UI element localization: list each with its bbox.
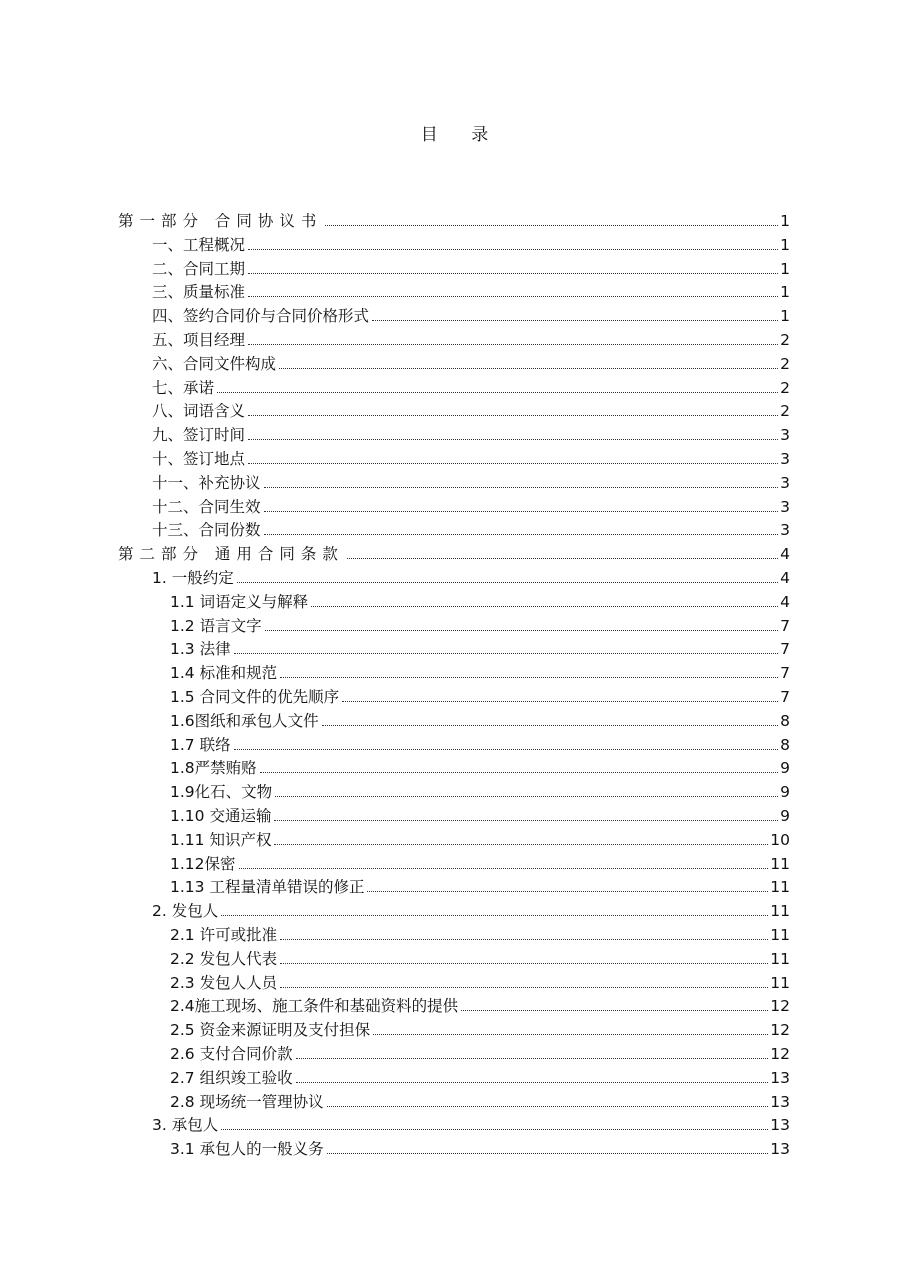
- toc-entry[interactable]: [170, 588, 790, 612]
- toc-entry-label: 2. 发包人: [152, 902, 219, 921]
- dot-leader: [367, 890, 768, 892]
- toc-entry[interactable]: [170, 802, 790, 826]
- dot-leader: [248, 438, 778, 440]
- toc-entry-page-number: 10: [770, 830, 790, 849]
- toc-entry-label: 十三、合同份数: [152, 521, 261, 540]
- dot-leader: [221, 1128, 768, 1130]
- dot-leader: [296, 1057, 769, 1059]
- toc-entry[interactable]: [170, 659, 790, 683]
- toc-entry-page-number: 2: [780, 378, 790, 397]
- toc-entry-page-number: 11: [770, 949, 790, 968]
- dot-leader: [327, 1152, 769, 1154]
- toc-entry-page-number: 3: [780, 450, 790, 468]
- toc-entry[interactable]: [170, 873, 790, 897]
- toc-entry[interactable]: [152, 421, 790, 445]
- toc-entry[interactable]: [152, 326, 790, 350]
- dot-leader: [342, 700, 778, 702]
- toc-entry[interactable]: [152, 897, 790, 921]
- toc-entry-label: 五、项目经理: [152, 331, 246, 349]
- dot-leader: [234, 748, 779, 750]
- toc-entry-page-number: 1: [780, 283, 790, 302]
- toc-entry-page-number: 3: [780, 426, 790, 445]
- toc-entry-page-number: 9: [780, 783, 790, 802]
- toc-entry-page-number: 7: [780, 616, 790, 635]
- toc-entry-page-number: 1: [780, 235, 790, 254]
- toc-entry-page-number: 13: [770, 1092, 790, 1111]
- dot-leader: [373, 1033, 768, 1035]
- toc-entry-page-number: 4: [780, 592, 790, 611]
- toc-entry-page-number: 13: [770, 1068, 790, 1087]
- toc-entry-label: 六、合同文件构成: [152, 354, 277, 373]
- toc-entry[interactable]: [170, 754, 790, 778]
- dot-leader: [264, 533, 779, 535]
- toc-entry[interactable]: [152, 493, 790, 517]
- toc-entry-label: 3. 承包人: [152, 1116, 219, 1135]
- toc-entry[interactable]: [170, 1064, 790, 1088]
- toc-entry[interactable]: [170, 850, 790, 874]
- toc-entry-page-number: 2: [780, 331, 790, 349]
- toc-entry[interactable]: [152, 374, 790, 398]
- dot-leader: [265, 629, 779, 631]
- toc-entry-page-number: 1: [780, 307, 790, 326]
- toc-entry-page-number: 11: [770, 973, 790, 992]
- toc-entry-label: 2.2 发包人代表: [170, 949, 278, 968]
- toc-entry[interactable]: [152, 445, 790, 469]
- toc-entry[interactable]: [170, 969, 790, 993]
- toc-entry-page-number: 8: [780, 711, 790, 730]
- toc-entry-label: 十二、合同生效: [152, 497, 261, 516]
- toc-entry[interactable]: [170, 707, 790, 731]
- toc-entry-page-number: 13: [770, 1116, 790, 1135]
- dot-leader: [248, 295, 778, 297]
- toc-title: 目 录: [420, 125, 503, 145]
- toc-entry-page-number: 3: [780, 497, 790, 516]
- dot-leader: [248, 462, 778, 464]
- toc-entry[interactable]: [152, 255, 790, 279]
- toc-entry-label: 1.4 标准和规范: [170, 664, 278, 683]
- dot-leader: [248, 414, 778, 416]
- toc-entry[interactable]: [170, 635, 790, 659]
- toc-entry[interactable]: [152, 564, 790, 588]
- toc-entry-label: 1.12保密: [170, 854, 236, 873]
- dot-leader: [279, 367, 778, 369]
- toc-entry-label: 四、签约合同价与合同价格形式: [152, 307, 370, 326]
- toc-entry-page-number: 9: [780, 759, 790, 778]
- toc-entry-label: 2.7 组织竣工验收: [170, 1068, 293, 1087]
- toc-entry-label: 1.13 工程量清单错误的修正: [170, 878, 365, 897]
- toc-entry-page-number: 7: [780, 664, 790, 683]
- dot-leader: [280, 938, 768, 940]
- toc-entry-label: 2.1 许可或批准: [170, 926, 278, 944]
- toc-entry-page-number: 1: [780, 259, 790, 278]
- toc-entry-page-number: 12: [770, 1045, 790, 1063]
- toc-entry[interactable]: [170, 826, 790, 850]
- dot-leader: [322, 724, 778, 726]
- toc-entry[interactable]: [152, 1111, 790, 1135]
- toc-entry-label: 十一、补充协议: [152, 473, 261, 492]
- toc-entry-label: 1.5 合同文件的优先顺序: [170, 688, 340, 706]
- toc-entry[interactable]: [152, 231, 790, 255]
- toc-entry[interactable]: [170, 683, 790, 707]
- dot-leader: [461, 1009, 768, 1011]
- toc-entry-label: 九、签订时间: [152, 426, 246, 445]
- dot-leader: [221, 914, 768, 916]
- toc-entry-label: 1.3 法律: [170, 640, 231, 659]
- toc-entry-page-number: 4: [780, 545, 790, 564]
- toc-entry-label: 第一部分 合同协议书: [118, 212, 323, 230]
- toc-entry-label: 3.1 承包人的一般义务: [170, 1140, 324, 1159]
- toc-entry-page-number: 3: [780, 473, 790, 492]
- toc-entry[interactable]: [170, 945, 790, 969]
- toc-entry-label: 1.11 知识产权: [170, 830, 272, 849]
- toc-entry-page-number: 4: [780, 569, 790, 587]
- toc-entry-label: 1. 一般约定: [152, 569, 234, 587]
- toc-entry[interactable]: [118, 207, 790, 231]
- toc-entry-page-number: 8: [780, 735, 790, 754]
- dot-leader: [248, 248, 778, 250]
- dot-leader: [311, 605, 778, 607]
- dot-leader: [237, 581, 778, 583]
- dot-leader: [372, 319, 778, 321]
- toc-entry[interactable]: [152, 516, 790, 540]
- toc-entry-page-number: 7: [780, 688, 790, 706]
- toc-entry-label: 三、质量标准: [152, 283, 246, 302]
- dot-leader: [248, 272, 778, 274]
- dot-leader: [274, 843, 768, 845]
- dot-leader: [264, 510, 779, 512]
- toc-entry-label: 1.7 联络: [170, 735, 231, 754]
- toc-entry-page-number: 11: [770, 878, 790, 897]
- toc-entry[interactable]: [152, 397, 790, 421]
- toc-entry-label: 一、工程概况: [152, 235, 246, 254]
- toc-entry[interactable]: [152, 302, 790, 326]
- toc-entry-page-number: 2: [780, 402, 790, 421]
- toc-entry-label: 2.4施工现场、施工条件和基础资料的提供: [170, 997, 459, 1016]
- toc-entry-label: 1.1 词语定义与解释: [170, 592, 309, 611]
- toc-entry-label: 1.2 语言文字: [170, 616, 262, 635]
- toc-entry[interactable]: [170, 992, 790, 1016]
- toc-entry[interactable]: [170, 612, 790, 636]
- dot-leader: [280, 986, 768, 988]
- toc-entry-label: 十、签订地点: [152, 450, 246, 468]
- toc-entry-label: 2.6 支付合同价款: [170, 1045, 293, 1063]
- toc-entry[interactable]: [170, 1040, 790, 1064]
- toc-entry[interactable]: [118, 540, 790, 564]
- toc-entry[interactable]: [170, 1135, 790, 1159]
- dot-leader: [264, 486, 779, 488]
- toc-entry[interactable]: [170, 1088, 790, 1112]
- dot-leader: [260, 771, 778, 773]
- dot-leader: [274, 819, 778, 821]
- toc-entry[interactable]: [152, 278, 790, 302]
- dot-leader: [217, 391, 778, 393]
- toc-entry-page-number: 12: [770, 997, 790, 1016]
- toc-entry-label: 1.9化石、文物: [170, 783, 273, 802]
- toc-entry-label: 1.10 交通运输: [170, 807, 272, 825]
- dot-leader: [239, 867, 769, 869]
- toc-entry-label: 二、合同工期: [152, 259, 246, 278]
- toc-entry-label: 2.3 发包人人员: [170, 973, 278, 992]
- dot-leader: [325, 224, 778, 226]
- dot-leader: [280, 676, 778, 678]
- toc-entry-page-number: 1: [780, 212, 790, 230]
- toc-entry-page-number: 9: [780, 807, 790, 825]
- dot-leader: [248, 343, 778, 345]
- dot-leader: [327, 1105, 769, 1107]
- toc-entry-label: 2.5 资金来源证明及支付担保: [170, 1021, 371, 1040]
- toc-entry[interactable]: [152, 350, 790, 374]
- toc-entry-page-number: 13: [770, 1140, 790, 1159]
- toc-entry-label: 八、词语含义: [152, 402, 246, 421]
- dot-leader: [296, 1081, 769, 1083]
- toc-entry-page-number: 12: [770, 1021, 790, 1040]
- toc-entry-page-number: 3: [780, 521, 790, 540]
- dot-leader: [280, 962, 768, 964]
- dot-leader: [234, 652, 779, 654]
- toc-entry[interactable]: [170, 921, 790, 945]
- toc-entry-page-number: 11: [770, 902, 790, 921]
- toc-entry-label: 七、承诺: [152, 378, 215, 397]
- dot-leader: [275, 795, 778, 797]
- toc-entry[interactable]: [170, 778, 790, 802]
- toc-entry[interactable]: [170, 1016, 790, 1040]
- dot-leader: [347, 557, 778, 559]
- toc-entry-label: 第二部分 通用合同条款: [118, 545, 344, 564]
- toc-entry[interactable]: [170, 731, 790, 755]
- toc-entry-page-number: 11: [770, 854, 790, 873]
- toc-entry-page-number: 11: [770, 926, 790, 944]
- toc-entry-label: 2.8 现场统一管理协议: [170, 1092, 324, 1111]
- toc-entry-page-number: 2: [780, 354, 790, 373]
- toc-entry-label: 1.8严禁贿赂: [170, 759, 257, 778]
- toc-entry[interactable]: [152, 469, 790, 493]
- toc-entry-page-number: 7: [780, 640, 790, 659]
- toc-entry-label: 1.6图纸和承包人文件: [170, 711, 319, 730]
